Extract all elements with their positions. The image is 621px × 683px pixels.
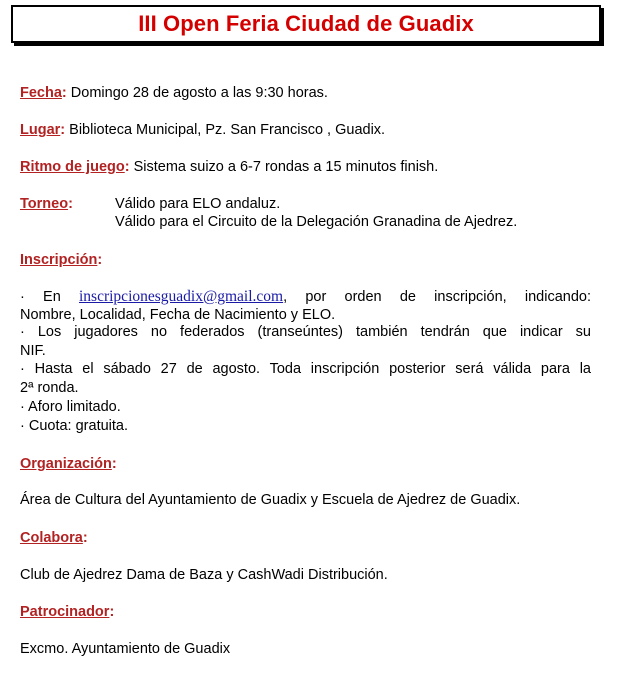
colabora-heading — [20, 529, 88, 547]
lugar-label: Lugar — [20, 122, 61, 138]
bullet-1-prefix: · En — [20, 289, 79, 305]
inscripcion-colon: : — [97, 252, 103, 268]
inscripcion-bullet-4: · Aforo limitado. — [20, 399, 121, 415]
fecha-label: Fecha — [20, 85, 62, 101]
fecha-value: Domingo 28 de agosto a las 9:30 horas. — [66, 85, 328, 101]
ritmo-row — [20, 158, 438, 176]
organizacion-label: Organización — [20, 456, 112, 472]
email-link[interactable]: inscripcionesguadix@gmail.com — [79, 288, 284, 305]
organizacion-colon: : — [111, 456, 117, 472]
colabora-colon: : — [82, 530, 88, 546]
ritmo-colon: : — [124, 159, 130, 175]
title-banner — [11, 5, 601, 43]
organizacion-heading — [20, 455, 117, 473]
inscripcion-label: Inscripción — [20, 252, 98, 268]
lugar-colon: : — [60, 122, 66, 138]
patrocinador-colon: : — [109, 604, 115, 620]
patrocinador-value: Excmo. Ayuntamiento de Guadix — [20, 641, 231, 657]
torneo-line-2: Válido para el Circuito de la Delegación Granadina de Ajedrez. — [115, 214, 518, 230]
inscripcion-bullet-1-line-2: Nombre, Localidad, Fecha de Nacimiento y ELO. — [20, 307, 336, 323]
ritmo-value: Sistema suizo a 6-7 rondas a 15 minutos finish. — [129, 159, 439, 175]
torneo-label: Torneo — [20, 196, 69, 212]
bullet-1-suffix: , por orden de inscripción, indicando: — [283, 289, 592, 305]
lugar-value: Biblioteca Municipal, Pz. San Francisco , Guadix. — [65, 122, 386, 138]
colabora-label: Colabora — [20, 530, 83, 546]
inscripcion-bullet-2: · Los jugadores no federados (transeúntes) también tendrán que indicar su — [20, 324, 591, 340]
inscripcion-heading — [20, 251, 102, 269]
ritmo-label: Ritmo de juego — [20, 159, 125, 175]
fecha-colon: : — [61, 85, 67, 101]
torneo-row — [20, 195, 73, 213]
inscripcion-bullet-5: · Cuota: gratuita. — [20, 418, 128, 434]
lugar-row — [20, 121, 385, 139]
page-title: III Open Feria Ciudad de Guadix — [138, 11, 474, 36]
torneo-colon: : — [68, 196, 73, 212]
fecha-row — [20, 84, 328, 102]
organizacion-value: Área de Cultura del Ayuntamiento de Guadix y Escuela de Ajedrez de Guadix. — [20, 492, 521, 508]
colabora-value: Club de Ajedrez Dama de Baza y CashWadi Distribución. — [20, 567, 388, 583]
inscripcion-bullet-3: · Hasta el sábado 27 de agosto. Toda inscripción posterior será válida para la — [20, 361, 591, 377]
torneo-line-1: Válido para ELO andaluz. — [115, 196, 281, 212]
inscripcion-bullet-3-line-2: 2ª ronda. — [20, 380, 79, 396]
inscripcion-bullet-2-line-2: NIF. — [20, 343, 46, 359]
inscripcion-bullet-1 — [20, 288, 591, 307]
patrocinador-heading — [20, 603, 114, 621]
patrocinador-label: Patrocinador — [20, 604, 110, 620]
